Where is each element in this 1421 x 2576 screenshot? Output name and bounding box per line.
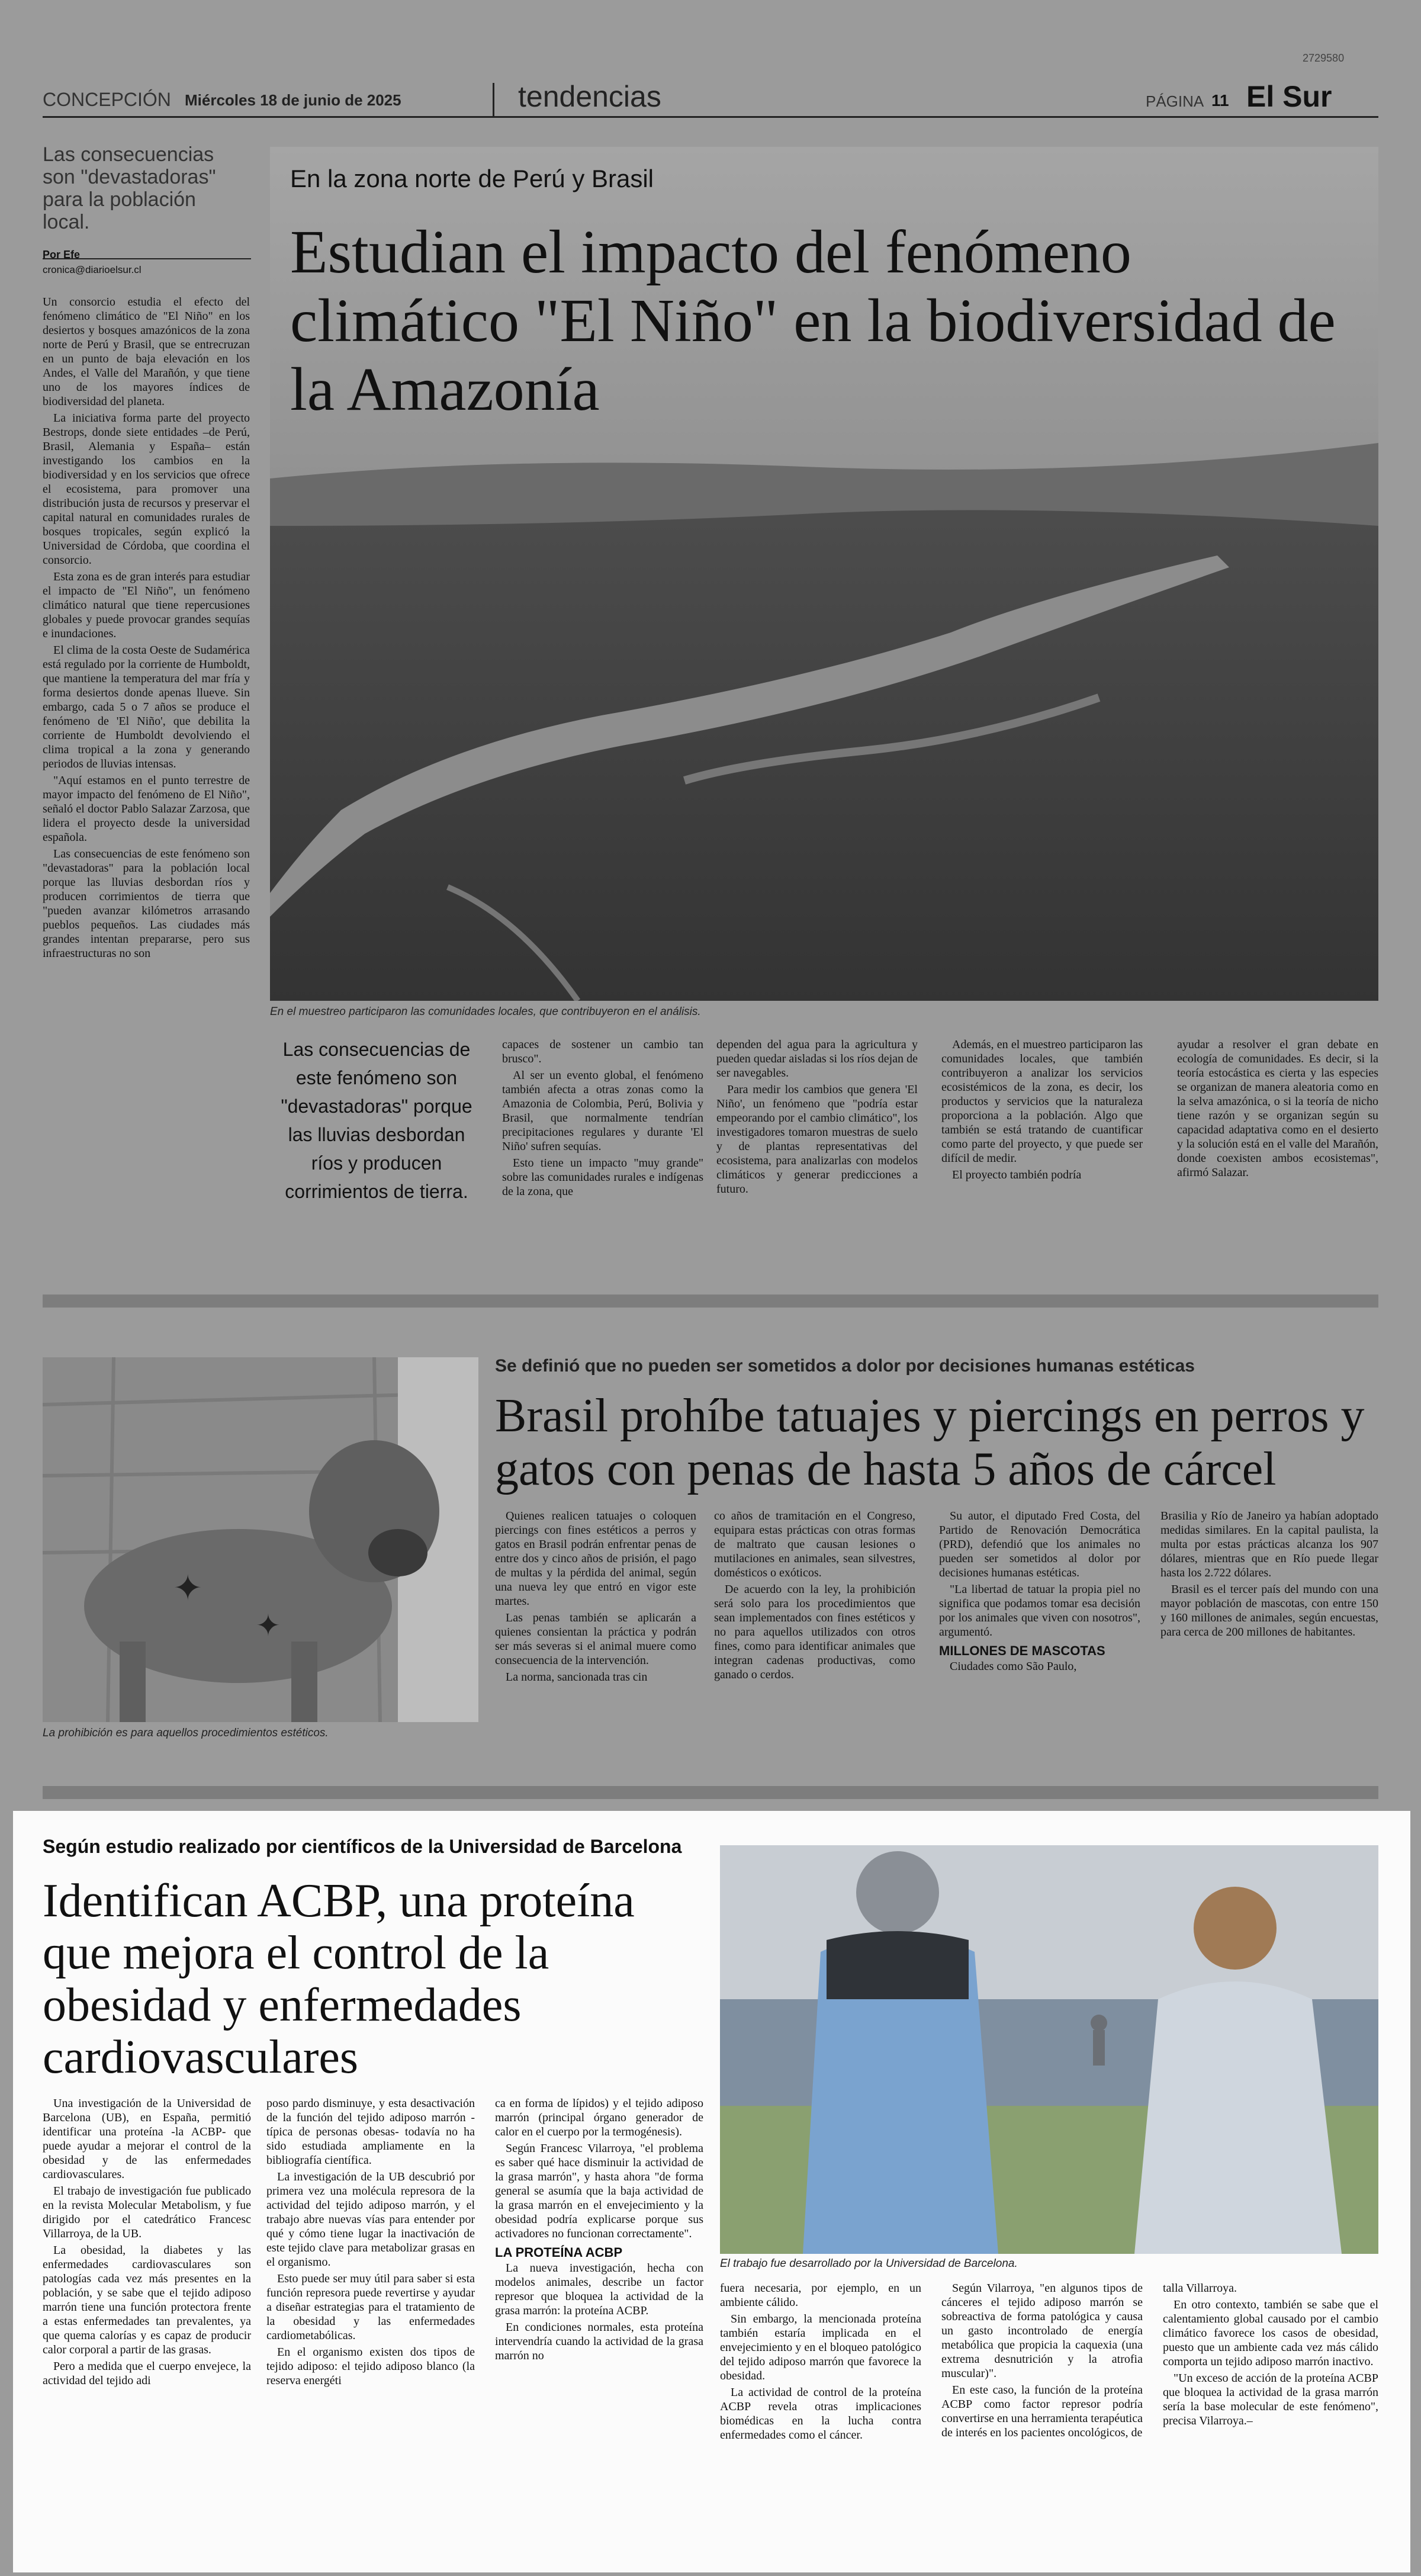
paragraph: ayudar a resolver el gran debate en ecología de comunidades. Es decir, si la teoría estocástica es cierta y las especies se organizan de manera aleatoria como en la selva amazónica, o si la teoría de nicho tiene razón y se organizan según su capacidad adaptativa como en el desierto y la solución está en el valle del Marañón, donde coexisten ambos ecosistemas", afirmó Salazar. — [1177, 1038, 1378, 1179]
paragraph: poso pardo disminuye, y esta desactivación de la función del tejido adiposo marrón -típica de personas obesas- todavía no ha sido estudiada ampliamente en la bibliografía científica. — [266, 2097, 475, 2167]
paragraph: Según Vilarroya, "en algunos tipos de cánceres el tejido adiposo marrón se sobreactiva de forma patológica y causa un gasto incontrolado de energía metabólica que propicia la caquexia (una extrema desnutrición y la atrofia muscular)". — [941, 2282, 1143, 2380]
people-photo — [720, 1845, 1378, 2254]
article1-col4 — [941, 1038, 1143, 1184]
paragraph: En otro contexto, también se sabe que el calentamiento global causado por el cambio climático favorece los casos de obesidad, puesto que un ambiente cada vez más cálido comporta un tejido adiposo marrón inactivo. — [1163, 2298, 1378, 2368]
byline-email: cronica@diarioelsur.cl — [43, 264, 142, 275]
paragraph: Un consorcio estudia el efecto del fenómeno climático de "El Niño" en los desiertos y bosques amazónicos de la zona norte de Perú y Brasil, que se entrecruzan en un punto de baja elevación en los Andes, el Valle del Marañón, y que tiene uno de los mayores índices de biodiversidad del planeta. — [43, 295, 250, 408]
header-date: Miércoles 18 de junio de 2025 — [185, 91, 401, 109]
paragraph: Quienes realicen tatuajes o coloquen piercings con fines estéticos a perros y gatos en Brasil podrán enfrentar penas de entre dos y cinco años de prisión, el pago de multas y la pérdida del animal, según una nueva ley que entró en vigor este martes. — [495, 1509, 696, 1608]
sidebar-pull-quote: Las consecuencias son "devastadoras" para la población local. — [43, 143, 216, 233]
header-rule — [43, 116, 1378, 118]
article3-col3 — [495, 2096, 703, 2365]
paragraph: Brasilia y Río de Janeiro ya habían adoptado medidas similares. En la capital paulista, la multa por estas prácticas alcanza los 907 dólares, mientras que en Río puede llegar hasta los 2.722 dólares. — [1160, 1509, 1378, 1579]
paragraph: La investigación de la UB descubrió por primera vez una molécula represora de la actividad del tejido adiposo marrón, y el trabajo abre nuevas vías para entender por qué y cómo tiene lugar la inactivación de este tejido clave para metabolizar grasas en el organismo. — [266, 2170, 475, 2269]
article1-col5 — [1177, 1038, 1378, 1182]
paper-name: El Sur — [1246, 80, 1332, 113]
paragraph: Las penas también se aplicarán a quienes consientan la práctica y podrán ser más severas si el animal muere como consecuencia de la intervención. — [495, 1611, 696, 1667]
article3-headline: Identifican ACBP, una proteína que mejora el control de la obesidad y enfermedades cardiovasculares — [43, 1875, 635, 2083]
two-people-walking-illustration — [720, 1845, 1378, 2254]
paragraph: Su autor, el diputado Fred Costa, del Partido de Renovación Democrática (PRD), defendió que los animales no pueden ser sometidos al dolor por decisiones humanas estéticas. — [939, 1509, 1140, 1579]
paragraph: Esta zona es de gran interés para estudiar el impacto de "El Niño", un fenómeno climático natural que tiene repercusiones globales y puede provocar grandes sequías e inundaciones. — [43, 570, 250, 640]
paragraph: En el organismo existen dos tipos de tejido adiposo: el tejido adiposo blanco (la reserva energéti — [266, 2346, 475, 2387]
paragraph: "Aquí estamos en el punto terrestre de mayor impacto del fenómeno de El Niño", señaló el doctor Pablo Salazar Zarzosa, que lidera el proyecto desde la universidad española. — [43, 774, 250, 844]
section-separator — [43, 1786, 1378, 1799]
paragraph: capaces de sostener un cambio tan brusco". — [502, 1038, 703, 1065]
paragraph: La nueva investigación, hecha con modelos animales, describe un factor represor que bloquea la actividad de la grasa marrón: la proteína ACBP. — [495, 2262, 703, 2317]
section-title: tendencias — [518, 80, 661, 113]
paragraph: De acuerdo con la ley, la prohibición será solo para los procedimientos que sean implementados con fines estéticos y no para aquellos utilizados con otros fines, como para identificar animales que integran cadenas productivas, como ganado o cerdos. — [714, 1583, 915, 1681]
paragraph: Las consecuencias de este fenómeno son "devastadoras" para la población local porque las lluvias desbordan ríos y producen corrimientos de tierra que "pueden avanzar kilómetros arrasando pueblos pequeños. Las ciudades más grandes intentan prepararse, pero sus infraestructuras no son — [43, 847, 250, 960]
paragraph: El proyecto también podría — [952, 1168, 1082, 1181]
article1-col2 — [502, 1038, 703, 1201]
paragraph: Para medir los cambios que genera 'El Niño', un fenómeno que "podría estar empeorando por el cambio climático", los investigadores tomaron muestras de suelo y de plantas representativas del ecosistema, para analizarlas con modelos climáticos y generar predicciones a futuro. — [716, 1083, 918, 1196]
byline: Por Efe — [43, 249, 81, 261]
paragraph: "La libertad de tatuar la propia piel no significa que podamos tomar esa decisión por los animales que viven con nosotros", argumentó. — [939, 1583, 1140, 1639]
page-number: 11 — [1211, 91, 1229, 110]
article2-subhead: MILLONES DE MASCOTAS — [939, 1643, 1105, 1658]
paragraph: "Un exceso de acción de la proteína ACBP que bloquea la actividad de la grasa marrón sería la base molecular de este fenómeno", precisa Vilarroya.– — [1163, 2372, 1378, 2427]
article3-photo-caption: El trabajo fue desarrollado por la Universidad de Barcelona. — [720, 2257, 1018, 2270]
article1-photo-caption: En el muestreo participaron las comunidades locales, que contribuyeron en el análisis. — [270, 1006, 701, 1018]
article2-headline: Brasil prohíbe tatuajes y piercings en perros y gatos con penas de hasta 5 años de cárcel — [495, 1390, 1365, 1495]
paragraph: La norma, sancionada tras cin — [506, 1671, 648, 1684]
article2-col4 — [1160, 1509, 1378, 1642]
article3-kicker: Según estudio realizado por científicos de la Universidad de Barcelona — [43, 1836, 682, 1857]
paragraph: Esto tiene un impacto "muy grande" sobre las comunidades rurales e indígenas de la zona, que — [502, 1157, 703, 1198]
article2-col2 — [714, 1509, 915, 1684]
article2-kicker: Se definió que no pueden ser sometidos a dolor por decisiones humanas estéticas — [495, 1356, 1195, 1376]
paragraph: dependen del agua para la agricultura y pueden quedar aisladas si los ríos dejan de ser navegables. — [716, 1038, 918, 1080]
article1-kicker: En la zona norte de Perú y Brasil — [290, 165, 654, 192]
paragraph: Al ser un evento global, el fenómeno también afecta a otras zonas como la Amazonia de Colombia, Perú, Bolivia y Brasil, que normalmente tendrían precipitaciones regulares y durante 'El Niño' sufren sequías. — [502, 1069, 703, 1153]
paragraph: El trabajo de investigación fue publicado en la revista Molecular Metabolism, y fue dirigido por el catedrático Francesc Villarroya, de la UB. — [43, 2185, 251, 2240]
article1-headline: Estudian el impacto del fenómeno climático "El Niño" en la biodiversidad de la Amazonía — [290, 218, 1336, 423]
paragraph: Sin embargo, la mencionada proteína también estaría implicada en el envejecimiento y en el bloqueo patológico del tejido adiposo marrón que favorece la obesidad. — [720, 2312, 921, 2382]
header-city: CONCEPCIÓN — [43, 89, 171, 110]
paragraph: ca en forma de lípidos) y el tejido adiposo marrón (principal órgano generador de calor en el cuerpo por la termogénesis). — [495, 2097, 703, 2138]
article3-col5 — [941, 2281, 1143, 2442]
paragraph: Según Francesc Vilarroya, "el problema es saber qué hace disminuir la actividad de la grasa marrón", y hasta ahora "de forma general se asumía que la baja actividad de la grasa marrón en el envejecimiento y la obesidad podría explicarse porque sus activadores no funcionan correctamente". — [495, 2142, 703, 2240]
paragraph: fuera necesaria, por ejemplo, en un ambiente cálido. — [720, 2282, 921, 2309]
svg-text:✦: ✦ — [173, 1568, 203, 1609]
header-divider — [493, 83, 494, 116]
article2-col1 — [495, 1509, 696, 1687]
clip-code: 2729580 — [1303, 52, 1345, 64]
paragraph: Esto puede ser muy útil para saber si esta función represora puede revertirse y ayudar a diseñar estrategias para el tratamiento de la obesidad y las enfermedades cardiometabólicas. — [266, 2272, 475, 2342]
tattooed-dog-illustration — [43, 1357, 478, 1722]
article1-left-column — [43, 295, 250, 963]
article3-col2 — [266, 2096, 475, 2390]
paragraph: Además, en el muestreo participaron las comunidades locales, que también contribuyeron a analizar los servicios ecosistémicos de la zona, es decir, los productos y servicios que la naturaleza proporciona a la población. Algo que también se está tratando de cuantificar como parte del proyecto, y que puede ser difícil de medir. — [941, 1038, 1143, 1165]
section-separator — [43, 1295, 1378, 1308]
paragraph: El clima de la costa Oeste de Sudamérica está regulado por la corriente de Humboldt, que mantiene la temperatura del mar fría y forma desiertos donde apenas llueve. Sin embargo, cada 5 o 7 años se produce el fenómeno de 'El Niño', que debilita la corriente de Humboldt devolviendo el clima tropical a la zona y generando periodos de lluvias intensas. — [43, 644, 250, 770]
paragraph: Pero a medida que el cuerpo envejece, la actividad del tejido adi — [43, 2360, 251, 2387]
paragraph: En condiciones normales, esta proteína intervendría cuando la actividad de la grasa marrón no — [495, 2321, 703, 2362]
article3-col6 — [1163, 2281, 1378, 2430]
article3-subhead: LA PROTEÍNA ACBP — [495, 2245, 623, 2260]
paragraph: talla Villarroya. — [1163, 2282, 1237, 2295]
paragraph: En este caso, la función de la proteína ACBP como factor represor podría convertirse en una herramienta terapéutica de interés en los pacientes oncológicos, de — [941, 2384, 1143, 2439]
paragraph: La obesidad, la diabetes y las enfermedades cardiovasculares son patologías cada vez más presentes en la población, y se sabe que el tejido adiposo marrón tiene una función protectora frente a estas enfermedades tan prevalentes, ya que quema calorías y es capaz de producir calor corporal a partir de las grasas. — [43, 2244, 251, 2356]
article3-col4 — [720, 2281, 921, 2445]
svg-text:✦: ✦ — [256, 1608, 281, 1643]
article1-quote: Las consecuencias de este fenómeno son "devastadoras" porque las lluvias desbordan ríos y producen corrimientos de tierra. — [281, 1039, 472, 1202]
paragraph: co años de tramitación en el Congreso, equipara estas prácticas con otras formas de maltrato que causan lesiones o mutilaciones en animales, sean silvestres, domésticos o exóticos. — [714, 1509, 915, 1579]
dog-photo — [43, 1357, 478, 1722]
paragraph: La actividad de control de la proteína ACBP revela otras implicaciones biomédicas en la lucha contra enfermedades como el cáncer. — [720, 2386, 921, 2442]
article3-col1 — [43, 2096, 251, 2390]
article1-col3 — [716, 1038, 918, 1199]
paragraph: Ciudades como São Paulo, — [950, 1660, 1077, 1673]
article2-col3 — [939, 1509, 1140, 1676]
paragraph: La iniciativa forma parte del proyecto Bestrops, donde siete entidades –de Perú, Brasil, Alemania y España– están investigando los cambios en la biodiversidad y en los servicios que ofrece el ecosistema, para promover una distribución justa de recursos y preservar el capital natural en comunidades rurales de bosques tropicales, según explicó la Universidad de Córdoba, que coordina el consorcio. — [43, 412, 250, 567]
paragraph: Una investigación de la Universidad de Barcelona (UB), en España, permitió identificar una proteína -la ACBP- que puede ayudar a mejorar el control de la obesidad y de las enfermedades cardiovasculares. — [43, 2097, 251, 2181]
article2-photo-caption: La prohibición es para aquellos procedimientos estéticos. — [43, 1727, 329, 1739]
page-label: PÁGINA — [1146, 92, 1204, 110]
paragraph: Brasil es el tercer país del mundo con una mayor población de mascotas, con entre 150 y 160 millones de animales, según encuestas, para cerca de 200 millones de habitantes. — [1160, 1583, 1378, 1639]
